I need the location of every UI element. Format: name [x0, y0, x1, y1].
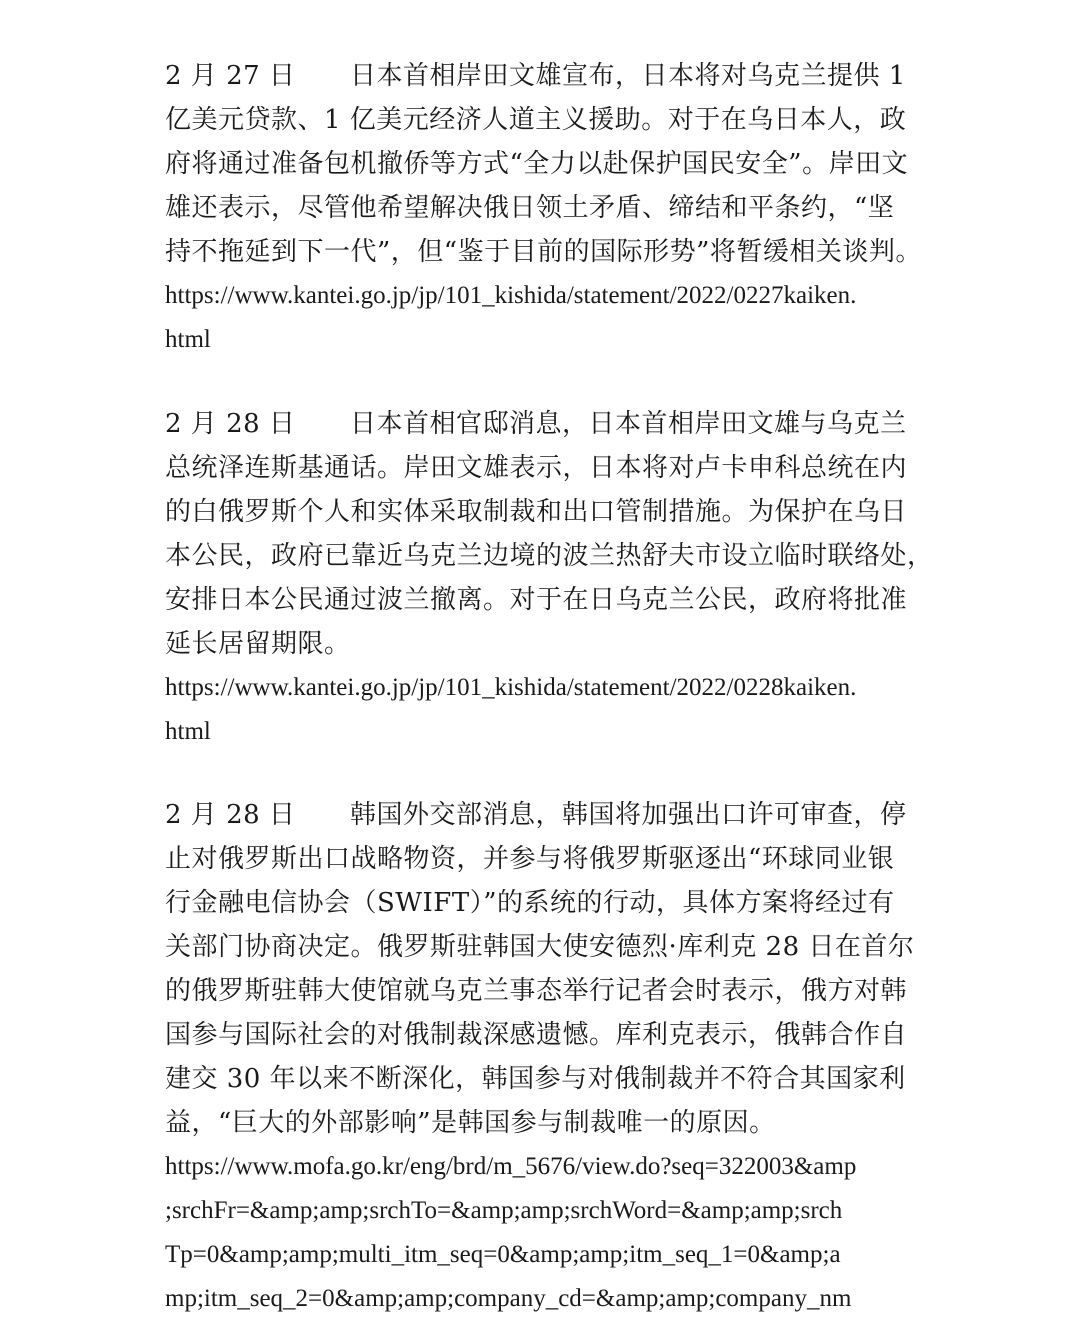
entry-text-line: 国参与国际社会的对俄制裁深感遗憾。库利克表示，俄韩合作自: [165, 1020, 908, 1050]
entry-feb-28-korea-sanctions: [165, 793, 917, 1321]
entry-text-line: 日本首相官邸消息，日本首相岸田文雄与乌克兰: [350, 409, 907, 439]
entry-feb-27-japan-loan: [165, 54, 922, 362]
entry-text-line: 的俄罗斯驻韩大使馆就乌克兰事态举行记者会时表示，俄方对韩: [165, 976, 908, 1006]
source-url-line: https://www.kantei.go.jp/jp/101_kishida/statement/2022/0228kaiken.: [165, 674, 857, 701]
entry-feb-28-japan-call: [165, 402, 934, 754]
entry-date: 2 月 28 日: [165, 409, 296, 439]
source-url-line: https://www.kantei.go.jp/jp/101_kishida/statement/2022/0227kaiken.: [165, 282, 857, 309]
source-url-line: mp;itm_seq_2=0&amp;amp;company_cd=&amp;amp;company_nm: [165, 1285, 852, 1312]
entry-text-line: 安排日本公民通过波兰撤离。对于在日乌克兰公民，政府将批准: [165, 585, 908, 615]
entry-text-line: 府将通过准备包机撤侨等方式“全力以赴保护国民安全”。岸田文: [165, 149, 909, 179]
entry-text-line: 延长居留期限。: [165, 629, 351, 659]
entry-first-line: [165, 402, 917, 446]
entry-text-line: 行金融电信协会（SWIFT）”的系统的行动，具体方案将经过有: [165, 888, 895, 918]
source-url-line: html: [165, 326, 211, 353]
entry-text-line: 亿美元贷款、1 亿美元经济人道主义援助。对于在乌日本人，政: [165, 105, 907, 135]
entry-text-line: 益，“巨大的外部影响”是韩国参与制裁唯一的原因。: [165, 1108, 776, 1138]
entry-text-line: 建交 30 年以来不断深化，韩国参与对俄制裁并不符合其国家利: [165, 1064, 906, 1094]
entry-text-line: 雄还表示，尽管他希望解决俄日领土矛盾、缔结和平条约，“坚: [165, 193, 895, 223]
entry-text-line: 持不拖延到下一代”，但“鉴于目前的国际形势”将暂缓相关谈判。: [165, 237, 922, 267]
source-url-line: https://www.mofa.go.kr/eng/brd/m_5676/view.do?seq=322003&amp: [165, 1153, 857, 1180]
entry-first-line: [165, 793, 917, 837]
source-url-line: Tp=0&amp;amp;multi_itm_seq=0&amp;amp;itm_seq_1=0&amp;a: [165, 1241, 841, 1268]
entry-text-line: 总统泽连斯基通话。岸田文雄表示，日本将对卢卡申科总统在内: [165, 453, 908, 483]
entry-text-line: 止对俄罗斯出口战略物资，并参与将俄罗斯驱逐出“环球同业银: [165, 844, 895, 874]
entry-first-line: [165, 54, 917, 98]
entry-text-line: 本公民，政府已靠近乌克兰边境的波兰热舒夫市设立临时联络处，: [165, 541, 934, 571]
entry-date: 2 月 28 日: [165, 800, 296, 830]
entry-text-line: 韩国外交部消息，韩国将加强出口许可审查，停: [350, 800, 907, 830]
source-url-line: html: [165, 718, 211, 745]
source-url-line: ;srchFr=&amp;amp;srchTo=&amp;amp;srchWord=&amp;amp;srch: [165, 1197, 843, 1224]
entry-text-line: 的白俄罗斯个人和实体采取制裁和出口管制措施。为保护在乌日: [165, 497, 908, 527]
entry-text-line: 日本首相岸田文雄宣布，日本将对乌克兰提供 1: [350, 61, 906, 91]
entry-date: 2 月 27 日: [165, 61, 296, 91]
entry-text-line: 关部门协商决定。俄罗斯驻韩国大使安德烈·库利克 28 日在首尔: [165, 932, 915, 962]
